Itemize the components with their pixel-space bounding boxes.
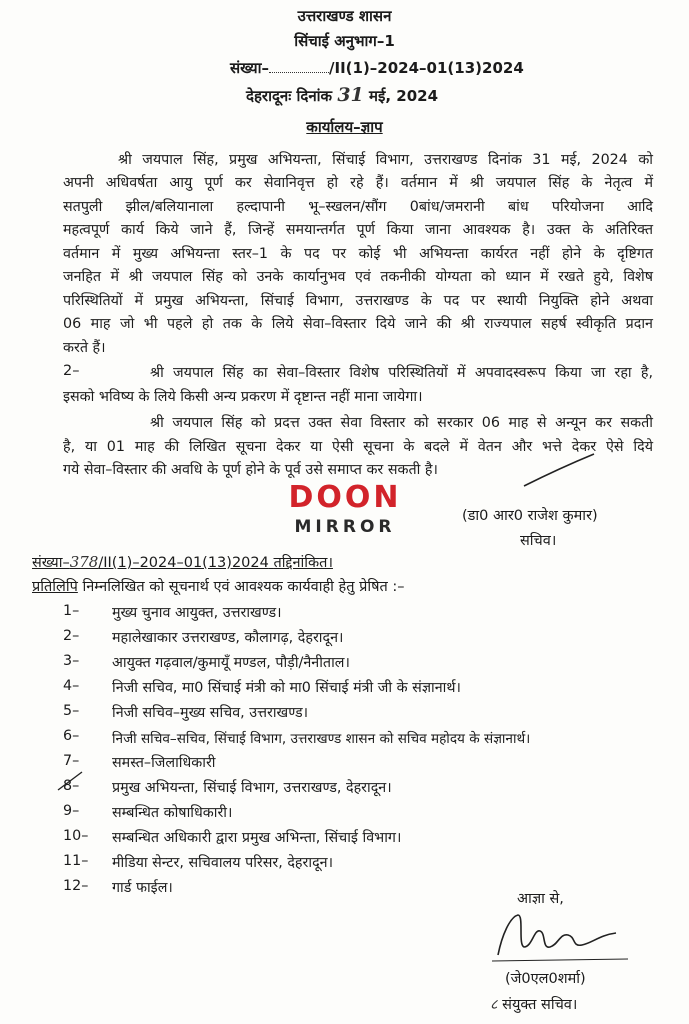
letter-number: संख्या– /II(1)–2024–01(13)2024 [230,59,524,77]
handwritten-mark: ८ [490,997,498,1013]
list-item: निजी सचिव, मा0 सिंचाई मंत्री को मा0 सिंचाई मंत्री जी के संज्ञानार्थ। [112,680,461,696]
watermark-logo-doon: DOON [288,480,402,515]
list-item: सम्बन्धित अधिकारी द्वारा प्रमुख अभिन्ता, सिंचाई विभाग। [112,830,402,846]
list-item-number: 12– [63,878,89,894]
list-item-number: 7– [63,753,80,769]
signature-mark [520,450,600,490]
list-item: प्रमुख अभियन्ता, सिंचाई विभाग, उत्तराखण्ड, देहरादून। [112,780,392,796]
list-item: महालेखाकार उत्तराखण्ड, कौलागढ़, देहरादून। [112,630,344,646]
list-item: समस्त–जिलाधिकारी [112,755,216,771]
list-item: आयुक्त गढ़वाल/कुमायूँ मण्डल, पौड़ी/नैनीताल। [112,655,350,671]
paragraph-2-number: 2– [63,363,80,379]
list-item: सम्बन्धित कोषाधिकारी। [112,805,233,821]
document-page: उत्तराखण्ड शासन सिंचाई अनुभाग–1 संख्या– /II(1)–2024–01(13)2024 देहरादूनः दिनांक 31 मई, 2024 कार्यालय–ज्ञाप श्री जयपाल सिंह, प्रमुख अभियन्ता, सिंचाई विभाग, उत्तराखण्ड दिनांक 31 मई, 2024 को अपनी अधिवर्षता आयु पूर्ण कर सेवानिवृत्त हो रहे हैं। वर्तमान में श्री जयपाल सिंह के नेतृत्व में सतपुली झील/बलियानाला हल्दापानी भू–स्खलन/सौंग 0बांध/जमरानी बांध परियोजना आदि महत्वपूर्ण कार्य किये जाने हैं, जिन्हें समयान्तर्गत पूर्ण किया जाना आवश्यक है। उक्त के अतिरिक्त वर्तमान में मुख्य अभियन्ता स्तर–1 के पद पर कोई भी अभियन्ता कार्यरत नहीं होने के दृष्टिगत जनहित में श्री जयपाल सिंह को उनके कार्यानुभव एवं तकनीकी योग्यता को ध्यान में रखते हुये, विशेष परिस्थितियों में प्रमुख अभियन्ता, सिंचाई विभाग, उत्तराखण्ड के पद पर स्थायी नियुक्ति होने अथवा 06 माह जो भी पहले हो तक के लिये सेवा–विस्तार दिये जाने की श्री राज्यपाल सहर्ष स्वीकृति प्रदान करते हैं। 2– श्री जयपाल सिंह का सेवा–विस्तार विशेष परिस्थितियों में अपवादस्वरूप किया जा रहा है, इसको भविष्य के लिये किसी अन्य प्रकरण में दृष्टान्त नहीं माना जायेगा। श्री जयपाल सिंह को प्रदत्त उक्त सेवा विस्तार को सरकार 06 माह से अन्यून कर सकती है, या 01 माह की लिखित सूचना देकर या ऐसी सूचना के बदले में वेतन और भत्ते देकर ऐसे दिये गये सेवा–विस्तार की अवधि के पूर्ण होने के पूर्व उसे समाप्त कर सकती है। DOON MIRROR (डा0 आर0 राजेश कुमार) सचिव। संख्या–378/II(1)–2024–01(13)2024 तद्दिनांकित। प्रतिलिपि निम्नलिखित को सूचनार्थ एवं आवश्यक कार्यवाही हेतु प्रेषित :– 1– मुख्य चुनाव आयुक्त, उत्तराखण्ड। 2– महालेखाकार उत्तराखण्ड, कौलागढ़, देहरादून। 3– आयुक्त गढ़वाल/कुमायूँ मण्डल, पौड़ी/नैनीताल। 4– निजी सचिव, मा0 सिंचाई मंत्री को मा0 सिंचाई मंत्री जी के संज्ञानार्थ। 5– निजी सचिव–मुख्य सचिव, उत्तराखण्ड। 6– निजी सचिव–सचिव, सिंचाई विभाग, उत्तराखण्ड शासन को सचिव महोदय के संज्ञानार्थ। 7– समस्त–जिलाधिकारी 8– प्रमुख अभियन्ता, सिंचाई विभाग, उत्तराखण्ड, देहरादून। 9– सम्बन्धित कोषाधिकारी। 10– सम्बन्धित अधिकारी द्वारा प्रमुख अभिन्ता, सिंचाई विभाग। 11– मीडिया सेन्टर, सचिवालय परिसर, देहरादून। 12– गार्ड फाईल। आज्ञा से, (जे0एल0शर्मा) ८ संयुक्त सचिव। [0,0,689,1024]
government-header: उत्तराखण्ड शासन [297,7,392,25]
endorsement-number: संख्या–378/II(1)–2024–01(13)2024 तद्दिनांकित। [32,553,333,571]
signatory-designation: सचिव। [520,533,557,549]
office-memo-title: कार्यालय–ज्ञाप [306,118,383,136]
signatory-name: (डा0 आर0 राजेश कुमार) [462,508,598,524]
letter-date: देहरादूनः दिनांक 31 मई, 2024 [246,84,439,106]
list-item-number: 1– [63,603,80,619]
tick-mark [56,768,86,794]
second-signatory-name: (जे0एल0शर्मा) [505,971,586,987]
handwritten-number: 378 [69,553,99,571]
list-item-number: 5– [63,703,80,719]
list-item: गार्ड फाईल। [112,880,173,896]
list-item-number: 3– [63,653,80,669]
list-item: निजी सचिव–सचिव, सिंचाई विभाग, उत्तराखण्ड शासन को सचिव महोदय के संज्ञानार्थ। [112,731,531,747]
section-header: सिंचाई अनुभाग–1 [294,32,395,50]
list-item: मुख्य चुनाव आयुक्त, उत्तराखण्ड। [112,605,282,621]
copy-line: प्रतिलिपि निम्नलिखित को सूचनार्थ एवं आवश्यक कार्यवाही हेतु प्रेषित :– [32,579,405,595]
list-item-number: 8– [63,778,80,794]
handwritten-date: 31 [337,84,364,106]
list-item-number: 4– [63,678,80,694]
second-signatory-designation: ८ संयुक्त सचिव। [490,997,578,1013]
order-by: आज्ञा से, [517,891,564,907]
second-signature [488,905,638,965]
list-item-number: 10– [63,828,89,844]
list-item: निजी सचिव–मुख्य सचिव, उत्तराखण्ड। [112,705,309,721]
list-item: मीडिया सेन्टर, सचिवालय परिसर, देहरादून। [112,855,334,871]
list-item-number: 11– [63,853,89,869]
list-item-number: 6– [63,728,80,744]
list-item-number: 2– [63,628,80,644]
watermark-logo-mirror: MIRROR [294,517,396,537]
list-item-number: 9– [63,803,80,819]
